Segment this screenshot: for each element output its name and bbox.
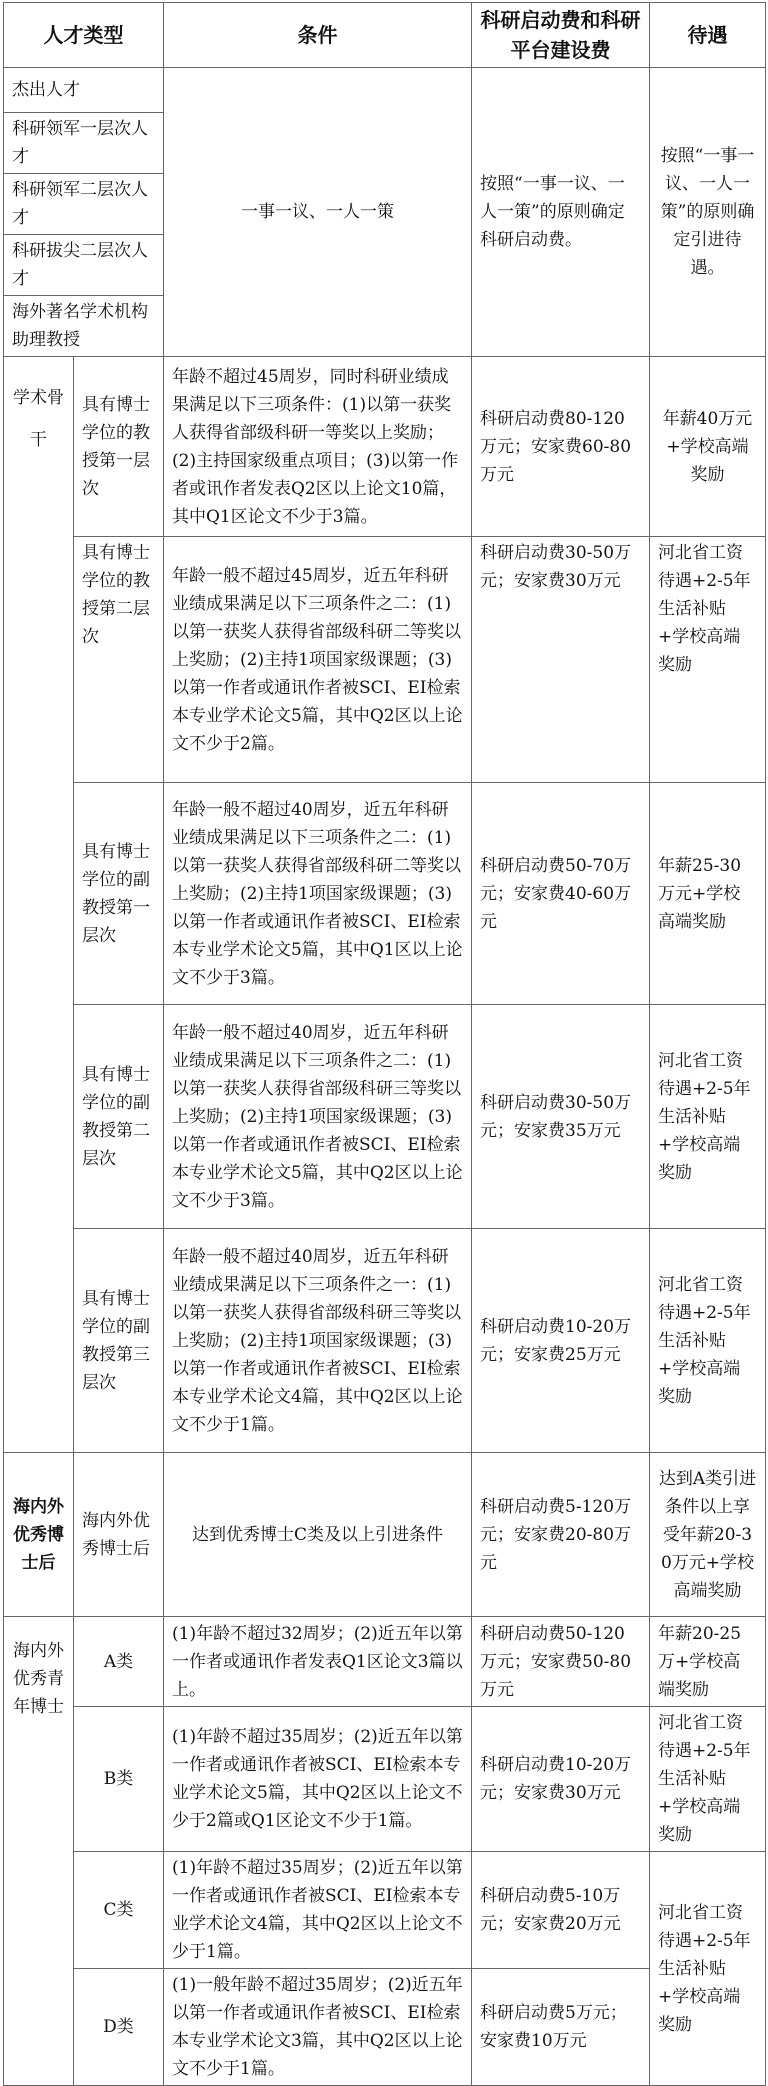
funding-cell: 科研启动费5-120万元；安家费20-80万元 <box>472 1453 650 1617</box>
header-talent-type: 人才类型 <box>4 3 164 68</box>
table-row <box>4 783 766 1005</box>
talent-policy-document <box>0 2 768 2086</box>
conditions-cell: (1)年龄不超过32周岁；(2)近五年以第一作者或通讯作者发表Q1区论文3篇以上。 <box>164 1617 472 1707</box>
header-conditions: 条件 <box>164 3 472 68</box>
conditions-cell: 年龄一般不超过40周岁，近五年科研业绩成果满足以下三项条件之二：(1)以第一获奖人获得省部级科研二等奖以上奖励；(2)主持1项国家级课题；(3)以第一作者或通讯作者被SCI、EI检索本专业学术论文5篇，其中Q1区以上论文不少于3篇。 <box>164 783 472 1005</box>
table-header-row <box>4 3 766 68</box>
benefits-cell: 年薪25-30万元+学校高端奖励 <box>650 783 766 1005</box>
talent-type-cell: 科研拔尖二层次人才 <box>4 235 164 296</box>
benefits-cell: 达到A类引进条件以上享受年薪20-30万元+学校高端奖励 <box>650 1453 766 1617</box>
talent-type-cell: 杰出人才 <box>4 68 164 113</box>
funding-cell: 科研启动费80-120万元；安家费60-80万元 <box>472 357 650 537</box>
benefits-cell: 河北省工资待遇+2-5年生活补贴+学校高端奖励 <box>650 537 766 783</box>
table-row <box>4 1453 766 1617</box>
talent-type-cell: 科研领军一层次人才 <box>4 113 164 174</box>
talent-type-cell: 科研领军二层次人才 <box>4 174 164 235</box>
subtype-cell: D类 <box>74 1969 164 2086</box>
academic-group-label: 学术骨干 <box>4 357 74 1453</box>
subtype-cell: A类 <box>74 1617 164 1707</box>
conditions-cell: (1)年龄不超过35周岁；(2)近五年以第一作者或通讯作者被SCI、EI检索本专业学术论文5篇，其中Q2区以上论文不少于2篇或Q1区论文不少于1篇。 <box>164 1707 472 1852</box>
table-row <box>4 68 766 113</box>
header-benefits: 待遇 <box>650 3 766 68</box>
subtype-cell: B类 <box>74 1707 164 1852</box>
table-row <box>4 1852 766 1969</box>
funding-cell: 按照“一事一议、一人一策”的原则确定科研启动费。 <box>472 68 650 357</box>
funding-cell: 科研启动费30-50万元；安家费35万元 <box>472 1005 650 1229</box>
table-row <box>4 537 766 783</box>
young-phd-group-label: 海内外优秀青年博士 <box>4 1617 74 2086</box>
subtype-cell: 具有博士学位的副教授第三层次 <box>74 1229 164 1453</box>
conditions-cell: 一事一议、一人一策 <box>164 68 472 357</box>
header-funding: 科研启动费和科研平台建设费 <box>472 3 650 68</box>
conditions-cell: 年龄一般不超过40周岁，近五年科研业绩成果满足以下三项条件之一：(1)以第一获奖人获得省部级科研三等奖以上奖励；(2)主持1项国家级课题；(3)以第一作者或通讯作者被SCI、EI检索本专业学术论文4篇，其中Q2区以上论文不少于1篇。 <box>164 1229 472 1453</box>
subtype-cell: 具有博士学位的教授第一层次 <box>74 357 164 537</box>
table-row <box>4 1229 766 1453</box>
benefits-cell: 年薪20-25万+学校高端奖励 <box>650 1617 766 1707</box>
benefits-cell: 按照“一事一议、一人一策”的原则确定引进待遇。 <box>650 68 766 357</box>
table-row <box>4 357 766 537</box>
subtype-cell: C类 <box>74 1852 164 1969</box>
table-row <box>4 1707 766 1852</box>
subtype-cell: 具有博士学位的教授第二层次 <box>74 537 164 783</box>
funding-cell: 科研启动费10-20万元；安家费25万元 <box>472 1229 650 1453</box>
funding-cell: 科研启动费30-50万元；安家费30万元 <box>472 537 650 783</box>
conditions-cell: 年龄一般不超过40周岁，近五年科研业绩成果满足以下三项条件之二：(1)以第一获奖人获得省部级科研三等奖以上奖励；(2)主持1项国家级课题；(3)以第一作者或通讯作者被SCI、EI检索本专业学术论文5篇，其中Q2区以上论文不少于3篇。 <box>164 1005 472 1229</box>
benefits-cell: 年薪40万元+学校高端奖励 <box>650 357 766 537</box>
conditions-cell: (1)年龄不超过35周岁；(2)近五年以第一作者或通讯作者被SCI、EI检索本专业学术论文4篇，其中Q2区以上论文不少于1篇。 <box>164 1852 472 1969</box>
postdoc-group-label: 海内外优秀博士后 <box>4 1453 74 1617</box>
subtype-cell: 具有博士学位的副教授第一层次 <box>74 783 164 1005</box>
funding-cell: 科研启动费50-120万元；安家费50-80万元 <box>472 1617 650 1707</box>
funding-cell: 科研启动费50-70万元；安家费40-60万元 <box>472 783 650 1005</box>
table-row <box>4 1617 766 1707</box>
funding-cell: 科研启动费5-10万元；安家费20万元 <box>472 1852 650 1969</box>
conditions-cell: (1)一般年龄不超过35周岁；(2)近五年以第一作者或通讯作者被SCI、EI检索本专业学术论文3篇，其中Q2区以上论文不少于1篇。 <box>164 1969 472 2086</box>
conditions-cell: 年龄不超过45周岁，同时科研业绩成果满足以下三项条件：(1)以第一获奖人获得省部级科研一等奖以上奖励；(2)主持国家级重点项目；(3)以第一作者或讯作者发表Q2区以上论文10篇，其中Q1区论文不少于3篇。 <box>164 357 472 537</box>
subtype-cell: 具有博士学位的副教授第二层次 <box>74 1005 164 1229</box>
funding-cell: 科研启动费10-20万元；安家费30万元 <box>472 1707 650 1852</box>
benefits-cell: 河北省工资待遇+2-5年生活补贴+学校高端奖励 <box>650 1707 766 1852</box>
subtype-cell: 海内外优秀博士后 <box>74 1453 164 1617</box>
table-row <box>4 1005 766 1229</box>
benefits-cell: 河北省工资待遇+2-5年生活补贴+学校高端奖励 <box>650 1005 766 1229</box>
talent-type-cell: 海外著名学术机构助理教授 <box>4 296 164 357</box>
conditions-cell: 达到优秀博士C类及以上引进条件 <box>164 1453 472 1617</box>
conditions-cell: 年龄一般不超过45周岁，近五年科研业绩成果满足以下三项条件之二：(1)以第一获奖人获得省部级科研二等奖以上奖励；(2)主持1项国家级课题；(3)以第一作者或通讯作者被SCI、EI检索本专业学术论文5篇，其中Q2区以上论文不少于2篇。 <box>164 537 472 783</box>
benefits-cell: 河北省工资待遇+2-5年生活补贴+学校高端奖励 <box>650 1852 766 2086</box>
talent-policy-table <box>3 2 766 2086</box>
benefits-cell: 河北省工资待遇+2-5年生活补贴+学校高端奖励 <box>650 1229 766 1453</box>
funding-cell: 科研启动费5万元；安家费10万元 <box>472 1969 650 2086</box>
